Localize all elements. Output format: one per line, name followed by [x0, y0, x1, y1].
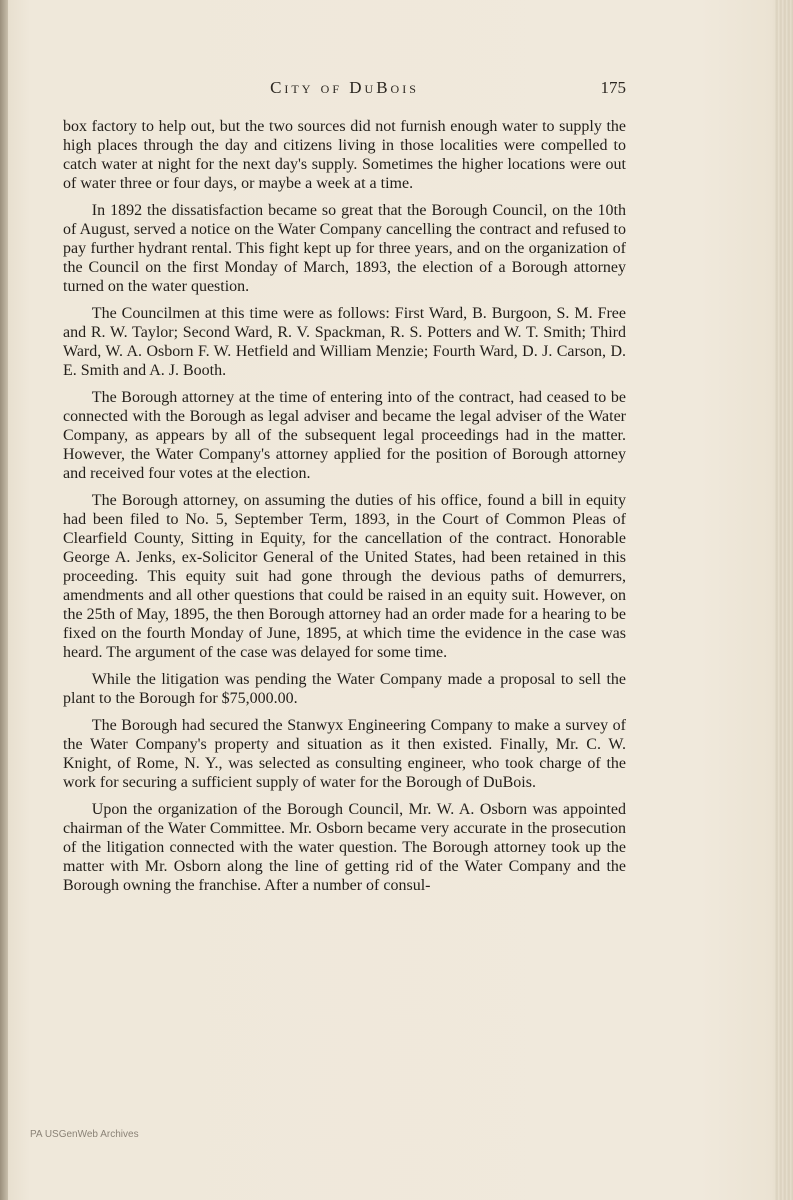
paragraph: The Councilmen at this time were as follows: First Ward, B. Burgoon, S. M. Free and R. W. Taylor; Second Ward, R. V. Spackman, R. S. Potters and W. T. Smith; Third Ward, W. A. Osborn F. W. Hetfield and William Menzie; Fourth Ward, D. J. Carson, D. E. Smith and A. J. Booth. [63, 305, 626, 379]
paragraph: The Borough attorney, on assuming the duties of his office, found a bill in equity had been filed to No. 5, September Term, 1893, in the Court of Common Pleas of Clearfield County, Sitting in Equity, for the cancellation of the contract. Honorable George A. Jenks, ex-Solicitor General of the United States, had been retained in this proceeding. This equity suit had gone through the devious paths of demurrers, amendments and all other questions that could be raised in an equity suit. However, on the 25th of May, 1895, the then Borough attorney had an order made for a hearing to be fixed on the fourth Monday of June, 1895, at which time the evidence in the case was heard. The argument of the case was delayed for some time. [63, 492, 626, 661]
paragraph: While the litigation was pending the Water Company made a proposal to sell the plant to the Borough for $75,000.00. [63, 671, 626, 707]
page-header [63, 78, 626, 102]
paragraph: The Borough had secured the Stanwyx Engineering Company to make a survey of the Water Company's property and situation as it then existed. Finally, Mr. C. W. Knight, of Rome, N. Y., was selected as consulting engineer, who took charge of the work for securing a sufficient supply of water for the Borough of DuBois. [63, 717, 626, 791]
paragraph: The Borough attorney at the time of entering into of the contract, had ceased to be connected with the Borough as legal adviser and became the legal adviser of the Water Company, as appears by all of the subsequent legal proceedings had in the matter. However, the Water Company's attorney applied for the position of Borough attorney and received four votes at the election. [63, 389, 626, 482]
body-text [63, 117, 626, 903]
paragraph: box factory to help out, but the two sources did not furnish enough water to supply the high places through the day and citizens living in those localities were compelled to catch water at night for the next day's supply. Sometimes the higher locations were out of water three or four days, or maybe a week at a time. [63, 118, 626, 192]
page-number: 175 [600, 78, 626, 97]
page-edge [775, 0, 793, 1200]
paragraph: In 1892 the dissatisfaction became so great that the Borough Council, on the 10th of August, served a notice on the Water Company cancelling the contract and refused to pay further hydrant rental. This fight kept up for three years, and on the organization of the Council on the first Monday of March, 1893, the election of a Borough attorney turned on the water question. [63, 202, 626, 295]
book-spine-shadow [0, 0, 8, 1200]
running-title: City of DuBois [270, 78, 419, 97]
archive-watermark: PA USGenWeb Archives [30, 1129, 139, 1140]
paragraph: Upon the organization of the Borough Council, Mr. W. A. Osborn was appointed chairman of the Water Committee. Mr. Osborn became very accurate in the prosecution of the litigation connected with the water question. The Borough attorney took up the matter with Mr. Osborn along the line of getting rid of the Water Company and the Borough owning the franchise. After a number of consul- [63, 801, 626, 894]
